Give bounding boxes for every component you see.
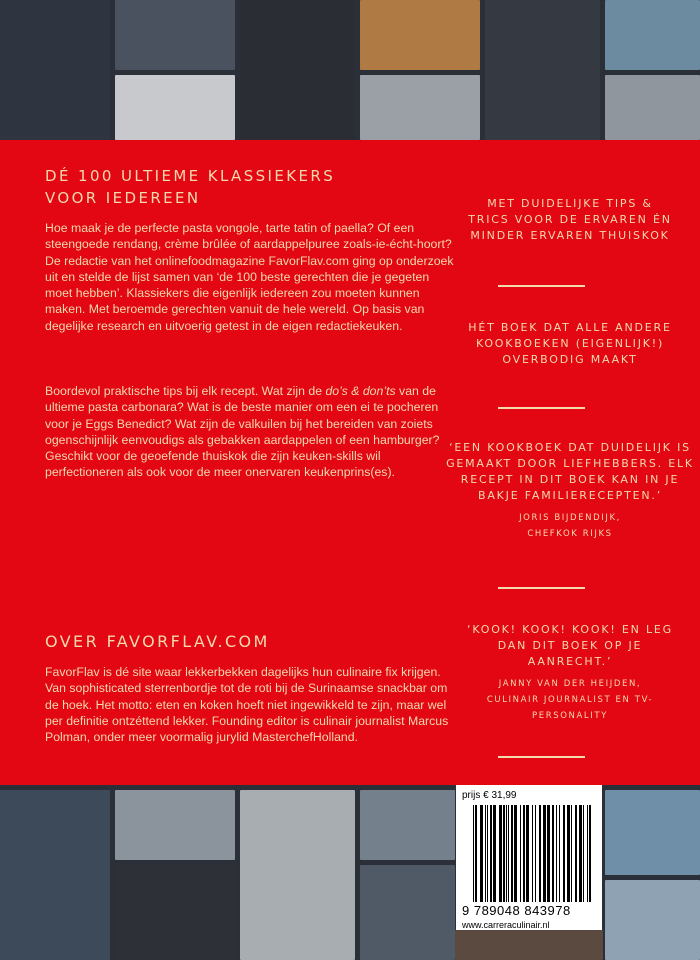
barcode-bar — [493, 805, 496, 902]
blurb-tips: MET DUIDELIJKE TIPS & TRICS VOOR DE ERVAREN ÉN MINDER ERVAREN THUISKOK — [468, 197, 672, 242]
barcode-bar — [485, 805, 486, 902]
tips-paragraph — [45, 383, 455, 481]
photo-fries — [485, 0, 600, 140]
barcode-bar — [508, 805, 509, 902]
barcode-bar — [556, 805, 557, 902]
barcode-bar — [480, 805, 483, 902]
isbn: 9 789048 843978 — [462, 903, 571, 918]
barcode-bar — [499, 805, 502, 902]
divider — [498, 285, 585, 287]
barcode-bar — [532, 805, 533, 902]
about-title: OVER FAVORFLAV.COM — [45, 632, 270, 651]
tips-text-a: Boordevol praktische tips bij elk recept. Wat zijn de — [45, 384, 326, 398]
photo-wings — [115, 865, 235, 960]
barcode-bar — [490, 805, 492, 902]
author-name: JORIS BIJDENDIJK, — [519, 513, 621, 523]
author-role: CULINAIR JOURNALIST EN TV-PERSONALITY — [486, 695, 654, 721]
author-name: JANNY VAN DER HEIJDEN, — [498, 679, 642, 689]
quote-text: ‘KOOK! KOOK! KOOK! EN LEG DAN DIT BOEK OP JE AANRECHT.’ — [467, 623, 673, 668]
barcode-bar — [543, 805, 546, 902]
photo-omelette — [605, 790, 700, 875]
photo-tarts — [455, 930, 603, 960]
photo-sandwiches — [0, 0, 110, 140]
photo-grey-2 — [360, 75, 480, 140]
barcode-bar — [535, 805, 536, 902]
author-role: CHEFKOK RIJKS — [527, 529, 613, 539]
quote-author — [446, 510, 694, 542]
barcode-bar — [563, 805, 565, 902]
quote-joris — [446, 440, 694, 542]
barcode-bar — [526, 805, 529, 902]
barcode-bar — [514, 805, 517, 902]
divider — [498, 756, 585, 758]
barcode-bar — [523, 805, 525, 902]
barcode-bar — [506, 805, 507, 902]
price: prijs € 31,99 — [462, 790, 517, 801]
quote-text: ‘EEN KOOKBOEK DAT DUIDELIJK IS GEMAAKT DOOR LIEFHEBBERS. ELK RECEPT IN DIT BOEK KAN IN JE BAKJE FAMILIERECEPTEN.’ — [446, 441, 694, 502]
barcode-bar — [511, 805, 513, 902]
photo-bowl — [605, 75, 700, 140]
main-title-line2: VOOR IEDEREEN — [45, 189, 201, 207]
barcode-bar — [503, 805, 505, 902]
tips-text-italic: do’s & don’ts — [325, 384, 396, 398]
photo-stone — [360, 865, 455, 960]
photo-cake — [0, 790, 110, 960]
barcode-bar — [539, 805, 541, 902]
main-title-line1: DÉ 100 ULTIEME KLASSIEKERS — [45, 167, 336, 185]
photo-fish — [240, 790, 355, 960]
barcode-bar — [575, 805, 577, 902]
barcode-bar — [473, 805, 474, 902]
barcode-bar — [547, 805, 550, 902]
tips-text-b: van de ultieme pasta carbonara? Wat is de beste manier om een ei te pocheren voor je Eggs Benedict? Wat zijn de valkuilen bij het bereiden van zoiets ogenschijnlijk eenvoudigs als gebakken aardappelen of een hamburger? Geschikt voor de geoefende thuiskok die zijn keuken-skills wil perfectioneren als ook voor de meer onervaren keukenprins(es). — [45, 384, 440, 480]
photo-madeleines — [605, 0, 700, 70]
quote-janny — [455, 622, 685, 724]
barcode-bar — [520, 805, 521, 902]
publisher-url: www.carreraculinair.nl — [462, 920, 550, 930]
divider — [498, 407, 585, 409]
barcode-bar — [552, 805, 554, 902]
photo-grey — [115, 75, 235, 140]
blurb-book: HÉT BOEK DAT ALLE ANDERE KOOKBOEKEN (EIGENLIJK!) OVERBODIG MAAKT — [468, 321, 672, 366]
barcode — [473, 805, 596, 902]
photo-potatoes — [240, 0, 355, 140]
photo-bao — [115, 0, 235, 70]
barcode-bar — [587, 805, 588, 902]
about-paragraph: FavorFlav is dé site waar lekkerbekken dagelijks hun culinaire fix krijgen. Van sophisticated sterrenbordje tot de roti bij de Surinaamse snackbar om de hoek. Het motto: eten en koken hoeft niet ingewikkeld te zijn, maar wel per definitie ontzéttend lekker. Founding editor is culinair journalist Marcus Polman, onder meer voormalig jurylid MasterchefHolland. — [45, 665, 449, 745]
barcode-bar — [475, 805, 477, 902]
intro-paragraph: Hoe maak je de perfecte pasta vongole, tarte tatin of paella? Of een steengoede rendang, crème brûlée of aardappelpuree zoals-ie-écht-hoort? De redactie van het onlinefoodmagazine FavorFlav.com ging op onderzoek uit en stelde de lijst samen van ‘de 100 beste gerechten die je gegeten moet hebben’. Klassiekers die eigenlijk iedereen zou moeten kunnen maken. Met beroemde gerechten vanuit de hele wereld. Op basis van degelijke research en uitvoerig getest in de eigen redactiekeuken. — [45, 221, 454, 333]
barcode-label — [456, 785, 602, 930]
barcode-bar — [583, 805, 584, 902]
barcode-bar — [589, 805, 591, 902]
quote-author — [467, 676, 673, 724]
photo-rice — [360, 790, 455, 860]
photo-tart — [360, 0, 480, 70]
barcode-bar — [571, 805, 572, 902]
divider — [498, 587, 585, 589]
main-title — [45, 165, 335, 209]
photo-buns — [115, 790, 235, 860]
photo-pie — [605, 880, 700, 960]
barcode-bar — [567, 805, 570, 902]
barcode-bar — [559, 805, 560, 902]
barcode-bar — [487, 805, 488, 902]
barcode-bar — [579, 805, 582, 902]
